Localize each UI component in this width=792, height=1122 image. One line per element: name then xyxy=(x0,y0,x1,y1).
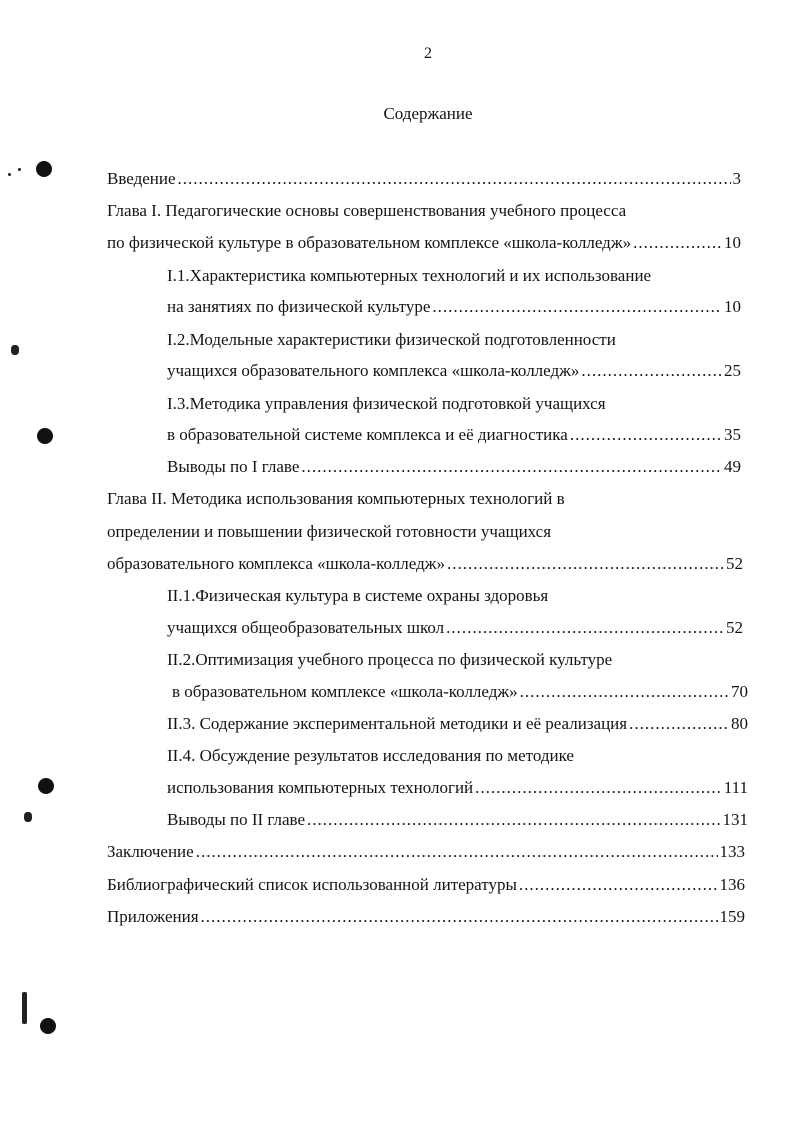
toc-entry-title: Глава I. Педагогические основы совершенствования учебного процесса xyxy=(107,201,627,220)
toc-entry-title: II.2.Оптимизация учебного процесса по физической культуре xyxy=(167,650,613,669)
toc-leader-dots xyxy=(581,358,722,384)
toc-entry-page: 159 xyxy=(719,907,745,926)
toc-entry-title: Заключение xyxy=(107,842,194,861)
toc-entry-page: 133 xyxy=(719,842,745,861)
toc-leader-dots xyxy=(178,166,731,192)
toc-leader-dots xyxy=(196,839,718,865)
toc-entry-conclusion[interactable] xyxy=(107,839,745,865)
toc-entry-chapter-2-line2[interactable] xyxy=(107,519,551,545)
toc-entry-page: 35 xyxy=(724,425,741,444)
toc-entry-chapter-2-line3[interactable] xyxy=(107,551,743,577)
toc-entry-1-3-line1[interactable] xyxy=(167,391,606,417)
toc-entry-page: 49 xyxy=(724,457,741,476)
toc-leader-dots xyxy=(519,872,718,898)
toc-entry-page: 52 xyxy=(726,554,743,573)
toc-leader-dots xyxy=(570,422,722,448)
toc-entry-title: образовательного комплекса «школа-колледж» xyxy=(107,554,445,573)
binder-hole xyxy=(37,428,53,444)
toc-entry-1-1-line1[interactable] xyxy=(167,263,651,289)
toc-entry-page: 111 xyxy=(723,778,748,797)
toc-entry-title: по физической культуре в образовательном комплексе «школа-колледж» xyxy=(107,233,632,252)
toc-entry-appendix[interactable] xyxy=(107,904,745,930)
toc-leader-dots xyxy=(633,230,722,256)
toc-entry-title: II.4. Обсуждение результатов исследования по методике xyxy=(167,746,574,765)
toc-leader-dots xyxy=(201,904,718,930)
scan-speck xyxy=(22,992,27,1024)
toc-entry-title: II.3. Содержание экспериментальной методики и её реализация xyxy=(167,714,628,733)
toc-entry-2-2-line2[interactable] xyxy=(172,679,748,705)
scan-speck xyxy=(18,168,21,171)
toc-entry-1-2-line1[interactable] xyxy=(167,327,616,353)
toc-entry-page: 52 xyxy=(726,618,743,637)
toc-entry-chapter-1-line2[interactable] xyxy=(107,230,741,256)
page-number: 2 xyxy=(424,45,432,62)
toc-entry-page: 3 xyxy=(732,169,741,188)
toc-leader-dots xyxy=(520,679,729,705)
toc-entry-chapter-2-line1[interactable] xyxy=(107,486,565,512)
toc-entry-title: I.3.Методика управления физической подготовкой учащихся xyxy=(167,394,606,413)
toc-entry-title: Введение xyxy=(107,169,176,188)
toc-entry-title: учащихся общеобразовательных школ xyxy=(167,618,445,637)
toc-leader-dots xyxy=(475,775,722,801)
toc-entry-page: 10 xyxy=(724,233,741,252)
toc-entry-page: 10 xyxy=(724,297,741,316)
toc-entry-2-4-line1[interactable] xyxy=(167,743,574,769)
toc-leader-dots xyxy=(301,454,722,480)
toc-entry-page: 80 xyxy=(731,714,748,733)
toc-entry-page: 25 xyxy=(724,361,741,380)
toc-entry-title: I.1.Характеристика компьютерных технологий и их использование xyxy=(167,266,652,285)
toc-leader-dots xyxy=(307,807,720,833)
binder-hole xyxy=(40,1018,56,1034)
toc-entry-2-4-line2[interactable] xyxy=(167,775,748,801)
toc-entry-2-3[interactable] xyxy=(167,711,748,737)
toc-entry-bibliography[interactable] xyxy=(107,872,745,898)
toc-entry-title: учащихся образовательного комплекса «школа-колледж» xyxy=(167,361,580,380)
toc-entry-title: Выводы по II главе xyxy=(167,810,306,829)
toc-entry-title: Глава II. Методика использования компьютерных технологий в xyxy=(107,489,565,508)
toc-entry-page: 136 xyxy=(719,875,745,894)
toc-entry-1-2-line2[interactable] xyxy=(167,358,741,384)
toc-entry-title: определении и повышении физической готовности учащихся xyxy=(107,522,552,541)
toc-entry-1-1-line2[interactable] xyxy=(167,294,741,320)
toc-entry-chapter-1-conclusions[interactable] xyxy=(167,454,741,480)
binder-hole xyxy=(38,778,54,794)
scan-speck xyxy=(11,345,19,355)
toc-entry-title: II.1.Физическая культура в системе охраны здоровья xyxy=(167,586,549,605)
toc-entry-title: I.2.Модельные характеристики физической подготовленности xyxy=(167,330,616,349)
toc-entry-title: Выводы по I главе xyxy=(167,457,300,476)
toc-entry-2-1-line2[interactable] xyxy=(167,615,743,641)
toc-entry-title: в образовательном комплексе «школа-колледж» xyxy=(172,682,518,701)
scan-speck xyxy=(24,812,32,822)
toc-entry-chapter-2-conclusions[interactable] xyxy=(167,807,748,833)
binder-hole xyxy=(36,161,52,177)
scan-speck xyxy=(8,173,11,176)
toc-entry-1-3-line2[interactable] xyxy=(167,422,741,448)
toc-entry-2-1-line1[interactable] xyxy=(167,583,548,609)
toc-entry-title: на занятиях по физической культуре xyxy=(167,297,431,316)
page-title: Содержание xyxy=(383,104,473,123)
toc-entry-2-2-line1[interactable] xyxy=(167,647,612,673)
toc-entry-title: использования компьютерных технологий xyxy=(167,778,474,797)
toc-leader-dots xyxy=(432,294,722,320)
toc-entry-intro[interactable] xyxy=(107,166,741,192)
toc-entry-title: Библиографический список использованной литературы xyxy=(107,875,517,894)
toc-entry-title: в образовательной системе комплекса и её диагностика xyxy=(167,425,568,444)
toc-leader-dots xyxy=(629,711,729,737)
toc-leader-dots xyxy=(447,551,724,577)
toc-entry-page: 131 xyxy=(722,810,748,829)
toc-entry-page: 70 xyxy=(731,682,748,701)
toc-leader-dots xyxy=(446,615,724,641)
toc-entry-title: Приложения xyxy=(107,907,199,926)
toc-entry-chapter-1-line1[interactable] xyxy=(107,198,626,224)
